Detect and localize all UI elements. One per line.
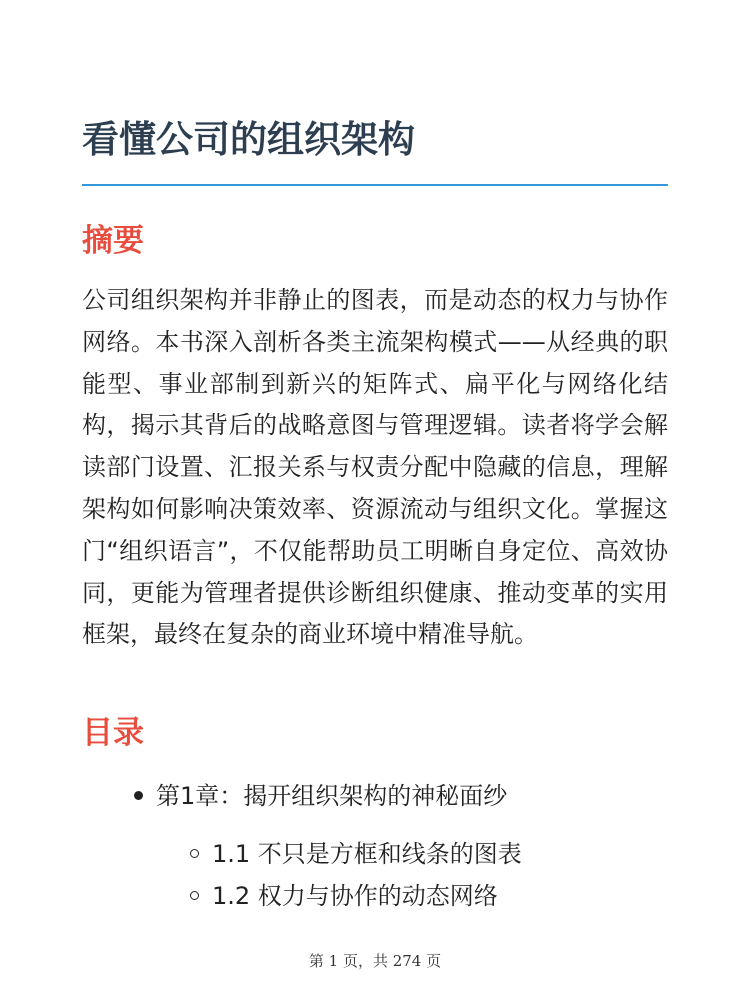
toc-section-1-2[interactable]: [190, 876, 498, 916]
bullet-circle-icon: [190, 891, 199, 900]
toc-section-label: 1.1 不只是方框和线条的图表: [212, 840, 522, 868]
summary-heading: 摘要: [82, 223, 144, 259]
toc-section-1-1[interactable]: [190, 834, 522, 874]
toc-chapter-label: 第1章：揭开组织架构的神秘面纱: [156, 782, 508, 810]
bullet-circle-icon: [190, 849, 199, 858]
toc-chapter-1[interactable]: [134, 776, 507, 816]
toc-section-label: 1.2 权力与协作的动态网络: [212, 882, 498, 910]
toc-heading: 目录: [82, 715, 144, 751]
book-title: 看懂公司的组织架构: [82, 118, 415, 161]
bullet-dot-icon: [134, 791, 143, 800]
summary-paragraph: 公司组织架构并非静止的图表，而是动态的权力与协作网络。本书深入剖析各类主流架构模式——从经典的职能型、事业部制到新兴的矩阵式、扁平化与网络化结构，揭示其背后的战略意图与管理逻辑。读者将学会解读部门设置、汇报关系与权责分配中隐藏的信息，理解架构如何影响决策效率、资源流动与组织文化。掌握这门“组织语言”，不仅能帮助员工明晰自身定位、高效协同，更能为管理者提供诊断组织健康、推动变革的实用框架，最终在复杂的商业环境中精准导航。: [82, 286, 668, 649]
title-divider: [82, 184, 668, 186]
page-number-footer: 第 1 页，共 274 页: [308, 952, 442, 970]
